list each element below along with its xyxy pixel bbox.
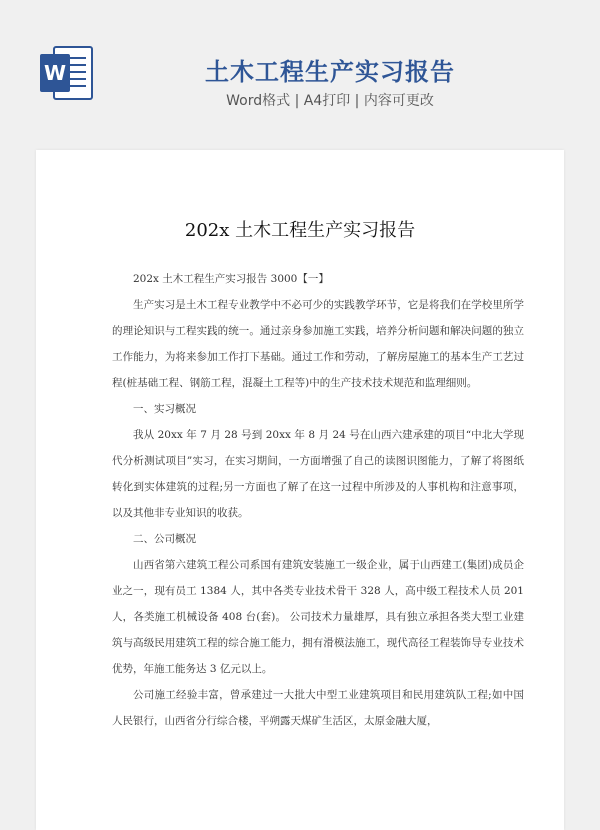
banner-header bbox=[0, 0, 600, 130]
document-title: 202x 土木工程生产实习报告 bbox=[184, 220, 416, 241]
svg-text:W: W bbox=[43, 61, 67, 85]
banner-subtitle: Word格式 | A4打印 | 内容可更改 bbox=[226, 93, 434, 109]
paragraph: 我从 20xx 年 7 月 28 号到 20xx 年 8 月 24 号在山西六建承建的项目“中北大学现代分析测试项目”实习，在实习期间，一方面增强了自己的读图识图能力，了解了将图纸转化到实体建筑的过程;另一方面也了解了在这一过程中所涉及的人事机构和注意事项，以及其他非专业知识的收获。 bbox=[112, 429, 524, 519]
section-heading: 二、公司概况 bbox=[133, 533, 196, 545]
document-page bbox=[36, 150, 564, 830]
paragraph: 公司施工经验丰富，曾承建过一大批大中型工业建筑项目和民用建筑队工程;如中国人民银行，山西省分行综合楼，平朔露天煤矿生活区，太原金融大厦， bbox=[112, 689, 524, 727]
banner-title: 土木工程生产实习报告 bbox=[205, 58, 455, 86]
section-heading: 一、实习概况 bbox=[133, 403, 196, 415]
paragraph: 生产实习是土木工程专业教学中不必可少的实践教学环节，它是将我们在学校里所学的理论知识与工程实践的统一。通过亲身参加施工实践，培养分析问题和解决问题的独立工作能力，为将来参加工作打下基础。通过工作和劳动，了解房屋施工的基本生产工艺过程(桩基础工程、钢筋工程，混凝土工程等)中的生产技术技术规范和监理细则。 bbox=[112, 299, 524, 389]
report-subtitle: 202x 土木工程生产实习报告 3000【一】 bbox=[133, 273, 329, 285]
document-body bbox=[112, 266, 524, 734]
paragraph: 山西省第六建筑工程公司系国有建筑安装施工一级企业，属于山西建工(集团)成员企业之一，现有员工 1384 人，其中各类专业技术骨干 328 人，高中级工程技术人员 201 人，各类施工机械设备 408 台(套)。 公司技术力量雄厚，具有独立承担各类大型工业建筑与高级民用建筑工程的综合施工能力，拥有滑模法施工，现代高径工程装饰导专业技术优势，年施工能务达 3 亿元以上。 bbox=[112, 559, 524, 675]
word-icon bbox=[38, 44, 94, 102]
